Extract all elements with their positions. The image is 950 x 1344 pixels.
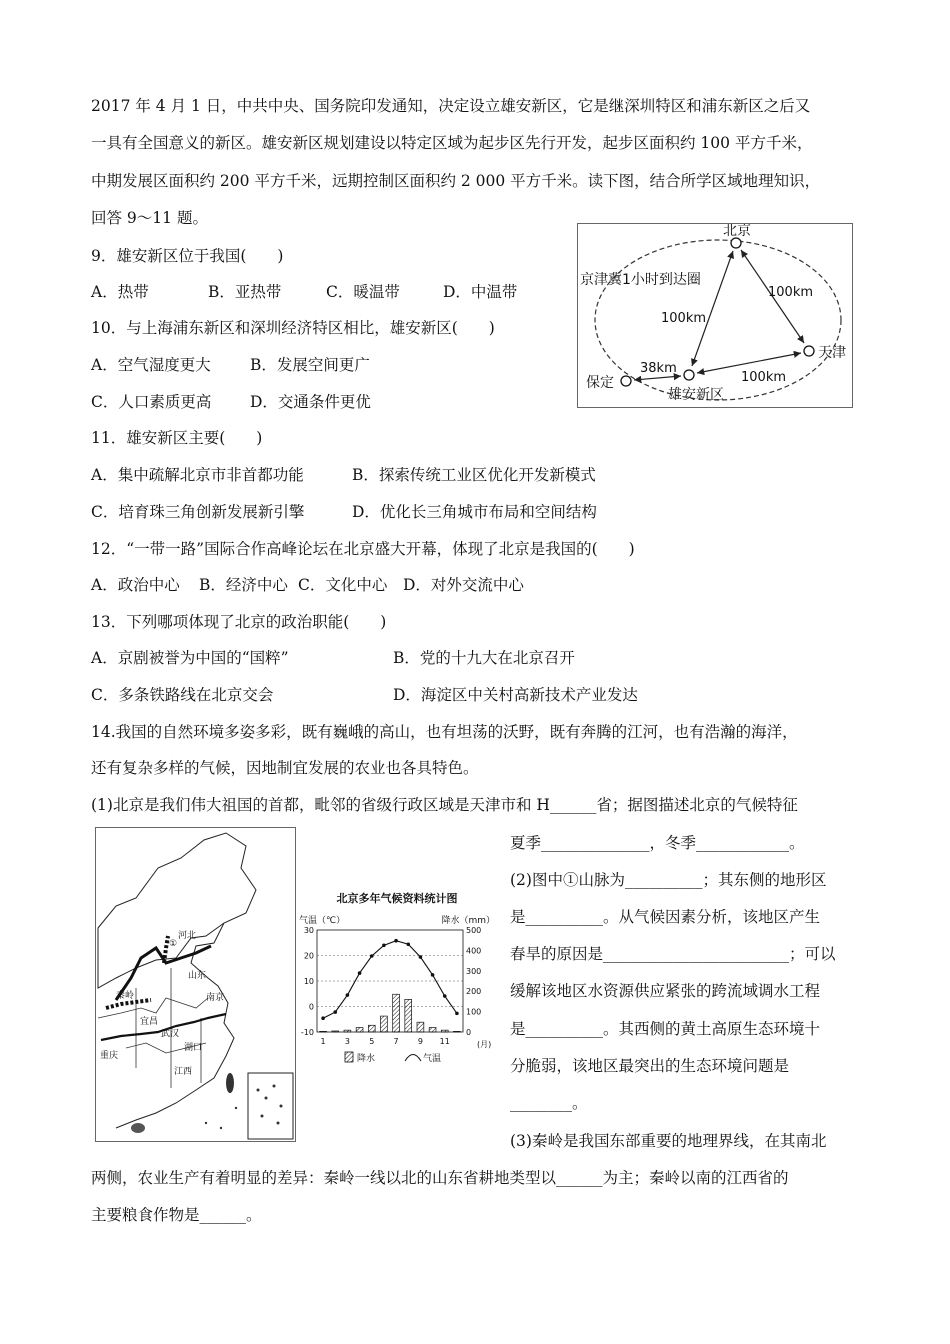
temperature-point (358, 971, 362, 975)
q9-option-c[interactable]: C．暖温带 (326, 283, 400, 301)
q12-option-a[interactable]: A．政治中心 (91, 576, 180, 594)
q10-option-c[interactable]: C．人口素质更高 (91, 393, 212, 411)
legend-precip-swatch (345, 1052, 353, 1062)
x-tick-label: 7 (393, 1037, 399, 1046)
temperature-point (394, 939, 398, 943)
q14-part2-line-3: 春旱的原因是________________________；可以 (510, 945, 836, 963)
south-sea-islands (205, 1085, 283, 1130)
temperature-point (419, 955, 423, 959)
taiwan-island (226, 1073, 234, 1093)
q13-option-a[interactable]: A．京剧被誉为中国的“国粹” (91, 649, 289, 667)
temperature-point (443, 994, 447, 998)
arrow-bj-xa (692, 251, 733, 366)
map-label-nanjing: 南京 (206, 993, 225, 1003)
precipitation-bar (332, 1031, 339, 1032)
q9-option-b[interactable]: B．亚热带 (208, 283, 282, 301)
temperature-point (431, 973, 435, 977)
q14-part2-line-6: 分脆弱，该地区最突出的生态环境问题是 (510, 1057, 790, 1075)
temperature-point (333, 1010, 337, 1014)
legend-temp-label: 气温 (423, 1054, 442, 1064)
south-china-sea-inset (248, 1073, 293, 1139)
q14-part2-line-4: 缓解该地区水资源供应紧张的跨流域调水工程 (510, 982, 821, 1000)
baoding-dot (621, 376, 631, 386)
q10-stem: 10．与上海浦东新区和深圳经济特区相比，雄安新区( ) (91, 319, 495, 337)
q10-option-d[interactable]: D．交通条件更优 (250, 393, 371, 411)
y-right-tick-label: 400 (466, 946, 482, 956)
y-left-tick-label: 30 (303, 926, 314, 935)
q12-option-b[interactable]: B．经济中心 (199, 576, 288, 594)
precipitation-bar (381, 1016, 388, 1032)
temperature-point (406, 942, 410, 946)
q14-part2-line-5: 是__________。其西侧的黄土高原生态环境十 (510, 1020, 821, 1038)
tianjin-label: 天津 (818, 345, 846, 361)
beijing-climate-chart (295, 880, 500, 1065)
precipitation-bar (368, 1025, 375, 1032)
chart-ylabel-left: 气温（℃） (299, 916, 346, 926)
q12-option-c[interactable]: C．文化中心 (298, 576, 388, 594)
y-left-tick-label: 0 (308, 1002, 314, 1012)
y-left-tick-label: -10 (300, 1028, 314, 1037)
intro-line-4: 回答 9～11 题。 (91, 209, 208, 227)
x-tick-label: 11 (439, 1037, 450, 1046)
circle-label: 京津冀1小时到达圈 (580, 272, 701, 288)
temperature-point (370, 954, 374, 958)
temperature-point (455, 1012, 459, 1016)
x-tick-label: 5 (369, 1037, 375, 1046)
y-right-tick-label: 200 (466, 987, 482, 997)
q14-part3-line-3: 主要粮食作物是______。 (91, 1206, 262, 1224)
map-label-wuhan: 武汉 (161, 1029, 180, 1039)
y-left-tick-label: 10 (303, 977, 314, 986)
q14-stem-line-1: 14.我国的自然环境多姿多彩，既有巍峨的高山，也有坦荡的沃野，既有奔腾的江河，也有浩瀚的海洋， (91, 723, 798, 741)
distance-bd-xa: 38km (640, 361, 677, 376)
q11-option-a[interactable]: A．集中疏解北京市非首都功能 (91, 466, 304, 484)
intro-line-1: 2017 年 4 月 1 日，中共中央、国务院印发通知，决定设立雄安新区，它是继深圳特区和浦东新区之后又 (91, 97, 811, 115)
q11-option-d[interactable]: D．优化长三角城市布局和空间结构 (352, 503, 597, 521)
baoding-label: 保定 (586, 375, 614, 391)
precipitation-bar (405, 999, 412, 1032)
map-label-qinling: 秦岭 (116, 991, 135, 1001)
map-border-north (98, 833, 256, 988)
climate-chart-svg (295, 880, 500, 1065)
q13-stem: 13．下列哪项体现了北京的政治职能( ) (91, 613, 387, 631)
qinling-mountains (106, 1000, 151, 1008)
q10-option-b[interactable]: B．发展空间更广 (250, 356, 370, 374)
xiongan-diagram (577, 223, 853, 408)
chart-title: 北京多年气候资料统计图 (336, 892, 458, 905)
map-label-jiangxi: 江西 (174, 1067, 193, 1077)
y-right-tick-label: 500 (466, 926, 482, 935)
map-label-shandong: 山东 (188, 971, 207, 981)
x-tick-label: 1 (320, 1037, 326, 1046)
q12-option-d[interactable]: D．对外交流中心 (403, 576, 524, 594)
q11-stem: 11．雄安新区主要( ) (91, 429, 263, 447)
xiongan-diagram-svg (578, 224, 852, 407)
y-left-tick-label: 20 (303, 951, 314, 961)
precipitation-bar (344, 1030, 351, 1032)
distance-xa-tj: 100km (741, 370, 787, 385)
distance-bj-tj: 100km (768, 285, 814, 300)
map-label-mt1: ① (169, 939, 178, 949)
q14-stem-line-2: 还有复杂多样的气候，因地制宜发展的农业也各具特色。 (91, 759, 479, 777)
map-label-hukou: 湖口 (184, 1043, 203, 1053)
precipitation-bar (320, 1031, 327, 1032)
intro-line-3: 中期发展区面积约 200 平方千米，远期控制区面积约 2 000 平方千米。读下图，结合所学区域地理知识， (91, 172, 821, 190)
q9-option-a[interactable]: A．热带 (91, 283, 149, 301)
q13-option-b[interactable]: B．党的十九大在北京召开 (393, 649, 575, 667)
chart-x-unit: (月) (477, 1040, 492, 1049)
q14-part1-line-2: 夏季______________，冬季____________。 (510, 834, 805, 852)
map-label-chongqing: 重庆 (100, 1051, 119, 1061)
x-tick-label: 3 (344, 1037, 350, 1046)
q11-option-b[interactable]: B．探索传统工业区优化开发新模式 (352, 466, 596, 484)
tianjin-dot (804, 346, 814, 356)
temperature-point (321, 1016, 325, 1020)
precipitation-bar (454, 1031, 461, 1032)
beijing-label: 北京 (723, 224, 751, 239)
q9-stem: 9．雄安新区位于我国( ) (91, 247, 284, 265)
beijing-dot (731, 238, 741, 248)
chart-ylabel-right: 降水（mm） (441, 916, 495, 926)
q9-option-d[interactable]: D．中温带 (443, 283, 518, 301)
distance-bj-xa: 100km (661, 311, 707, 326)
q10-option-a[interactable]: A．空气湿度更大 (91, 356, 211, 374)
precipitation-bar (417, 1022, 424, 1032)
q14-part2-line-2: 是__________。从气候因素分析，该地区产生 (510, 908, 821, 926)
y-right-tick-label: 0 (466, 1028, 472, 1037)
temperature-point (382, 944, 386, 948)
q11-option-c[interactable]: C．培育珠三角创新发展新引擎 (91, 503, 305, 521)
legend-temp-swatch (405, 1055, 421, 1062)
xiongan-label: 雄安新区 (668, 387, 724, 403)
q13-option-c[interactable]: C．多条铁路线在北京交会 (91, 686, 274, 704)
hainan-island (131, 1123, 145, 1133)
q12-stem: 12．“一带一路”国际合作高峰论坛在北京盛大开幕，体现了北京是我国的( ) (91, 540, 635, 558)
precipitation-bar (393, 994, 400, 1032)
q14-part2-line-7: ________。 (510, 1094, 588, 1112)
china-map-svg (96, 828, 295, 1141)
map-label-hebei: 河北 (178, 931, 197, 941)
map-label-yichang: 宜昌 (140, 1017, 159, 1027)
y-right-tick-label: 300 (466, 966, 482, 976)
q14-part3-line-1: (3)秦岭是我国东部重要的地理界线，在其南北 (510, 1132, 827, 1150)
q14-part3-line-2: 两侧，农业生产有着明显的差异：秦岭一线以北的山东省耕地类型以______为主；秦岭以南的江西省的 (91, 1169, 789, 1187)
xiongan-dot (684, 370, 694, 380)
china-map (95, 827, 296, 1142)
arrow-bd-xa (634, 376, 681, 380)
precipitation-bar (356, 1028, 363, 1032)
y-right-tick-label: 100 (466, 1007, 482, 1017)
one-hour-circle (595, 240, 841, 400)
legend-precip-label: 降水 (357, 1054, 376, 1064)
x-tick-label: 9 (417, 1037, 423, 1046)
precipitation-bar (429, 1028, 436, 1032)
intro-line-2: 一具有全国意义的新区。雄安新区规划建设以特定区域为起步区先行开发，起步区面积约 100 平方千米， (91, 134, 813, 152)
temperature-point (346, 993, 350, 997)
precipitation-bar (441, 1030, 448, 1032)
q14-part1-line-1: (1)北京是我们伟大祖国的首都，毗邻的省级行政区域是天津市和 H______省；据图描述北京的气候特征 (91, 796, 798, 814)
q13-option-d[interactable]: D．海淀区中关村高新技术产业发达 (393, 686, 638, 704)
q14-part2-line-1: (2)图中①山脉为__________；其东侧的地形区 (510, 871, 827, 889)
